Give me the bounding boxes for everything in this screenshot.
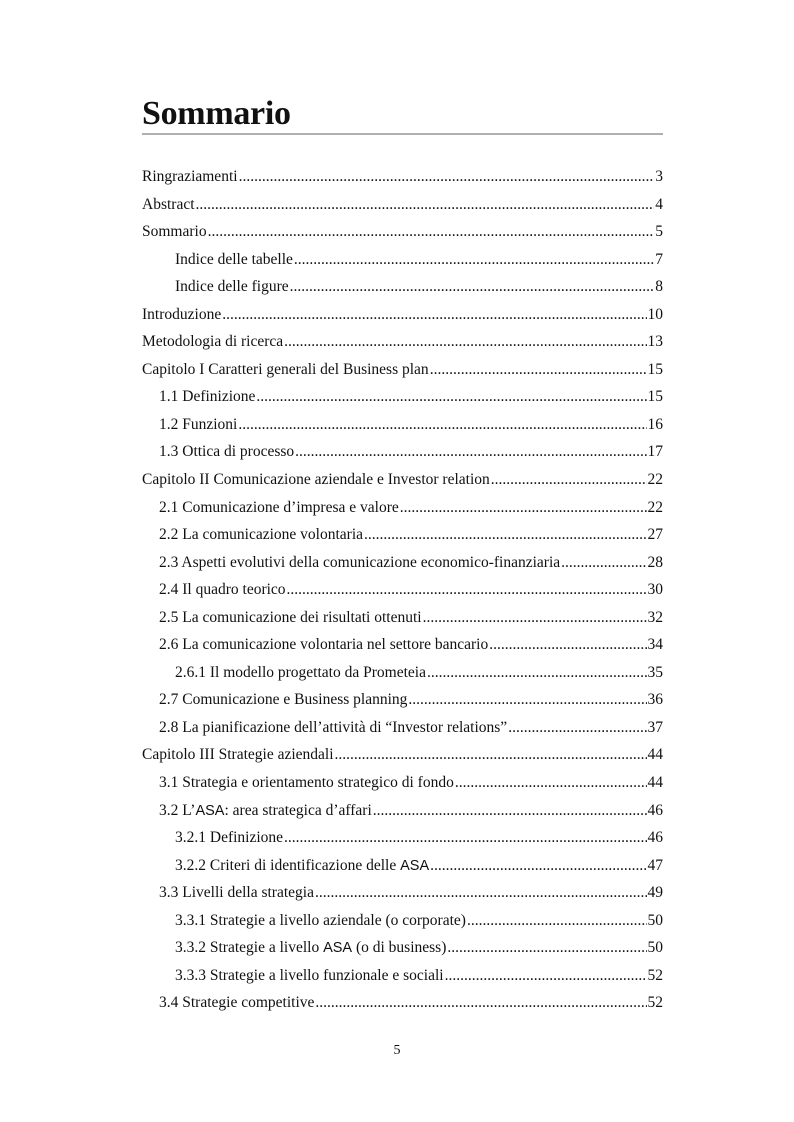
toc-entry-page: 4 <box>655 195 663 213</box>
toc-leader-dots <box>315 989 646 1017</box>
toc-entry[interactable] <box>142 411 663 439</box>
toc-entry-label: 1.3 Ottica di processo <box>159 443 295 461</box>
toc-leader-dots <box>239 163 655 191</box>
toc-entry[interactable] <box>142 962 663 990</box>
toc-entry-label: Introduzione <box>142 305 222 323</box>
toc-leader-dots <box>423 604 647 632</box>
toc-entry-page: 44 <box>647 774 663 792</box>
toc-leader-dots <box>455 769 647 797</box>
toc-entry-label: 3.3 Livelli della strategia <box>159 884 314 902</box>
toc-leader-dots <box>238 411 646 439</box>
toc-leader-dots <box>373 797 647 825</box>
toc-entry[interactable] <box>142 659 663 687</box>
toc-entry-label: 2.3 Aspetti evolutivi della comunicazione economico-finanziaria <box>159 553 561 571</box>
toc-leader-dots <box>295 438 646 466</box>
toc-entry-page: 15 <box>647 360 663 378</box>
toc-entry[interactable] <box>142 604 663 632</box>
title-divider <box>142 133 663 135</box>
toc-leader-dots <box>408 686 646 714</box>
toc-entry-label: Metodologia di ricerca <box>142 333 284 351</box>
toc-leader-dots <box>430 356 647 384</box>
toc-entry-label: Sommario <box>142 223 207 241</box>
toc-leader-dots <box>284 328 646 356</box>
toc-entry-page: 27 <box>647 526 663 544</box>
toc-entry-page: 32 <box>647 608 663 626</box>
toc-leader-dots <box>447 934 646 962</box>
toc-entry[interactable] <box>142 273 663 301</box>
toc-entry[interactable] <box>142 741 663 769</box>
toc-entry[interactable] <box>142 824 663 852</box>
toc-entry[interactable] <box>142 191 663 219</box>
toc-entry-label: Ringraziamenti <box>142 168 238 185</box>
toc-entry[interactable] <box>142 521 663 549</box>
toc-entry-label: 3.2.1 Definizione <box>175 829 284 847</box>
toc-leader-dots <box>315 879 647 907</box>
toc-entry[interactable] <box>142 852 663 880</box>
toc-entry[interactable] <box>142 549 663 577</box>
toc-entry-label: Abstract <box>142 195 195 213</box>
toc-entry-page: 50 <box>647 939 663 957</box>
toc-entry-label: 3.3.1 Strategie a livello aziendale (o corporate) <box>175 911 466 929</box>
toc-leader-dots <box>196 191 655 219</box>
toc-leader-dots <box>445 962 647 990</box>
toc-entry[interactable] <box>142 686 663 714</box>
toc-entry[interactable] <box>142 769 663 797</box>
toc-entry-label: 1.2 Funzioni <box>159 415 238 433</box>
table-of-contents <box>142 163 663 1017</box>
toc-leader-dots <box>364 521 646 549</box>
toc-entry[interactable] <box>142 356 663 384</box>
toc-entry-page: 13 <box>647 333 663 351</box>
toc-entry-page: 16 <box>647 415 663 433</box>
toc-entry-label: 3.3.3 Strategie a livello funzionale e sociali <box>175 966 444 984</box>
toc-entry-label: 2.1 Comunicazione d’impresa e valore <box>159 498 399 516</box>
toc-entry-page: 17 <box>647 443 663 461</box>
toc-entry-page: 37 <box>647 718 663 736</box>
page-number: 5 <box>393 1043 401 1058</box>
toc-leader-dots <box>290 273 655 301</box>
toc-entry-page: 52 <box>647 994 663 1012</box>
toc-leader-dots <box>467 907 647 935</box>
toc-entry-page: 46 <box>647 801 663 819</box>
toc-entry[interactable] <box>142 714 663 742</box>
toc-entry-label: 2.5 La comunicazione dei risultati ottenuti <box>159 608 422 626</box>
toc-entry-label: 3.2.2 Criteri di identificazione delle ASA <box>175 856 430 874</box>
toc-entry-page: 35 <box>647 663 663 681</box>
toc-leader-dots <box>427 659 647 687</box>
toc-entry-label: 3.1 Strategia e orientamento strategico di fondo <box>159 774 454 792</box>
toc-entry-label: Capitolo III Strategie aziendali <box>142 746 334 764</box>
toc-entry[interactable] <box>142 494 663 522</box>
toc-entry-page: 52 <box>647 966 663 984</box>
toc-entry-label: 2.7 Comunicazione e Business planning <box>159 691 408 709</box>
toc-entry-page: 44 <box>647 746 663 764</box>
toc-leader-dots <box>284 824 646 852</box>
toc-entry[interactable] <box>142 797 663 825</box>
toc-entry[interactable] <box>142 934 663 962</box>
toc-entry-label: Indice delle figure <box>175 278 289 296</box>
toc-leader-dots <box>287 576 647 604</box>
toc-entry-label: 3.2 L’ASA: area strategica d’affari <box>159 801 372 819</box>
toc-entry[interactable] <box>142 383 663 411</box>
toc-entry-page: 7 <box>655 250 663 268</box>
toc-leader-dots <box>430 852 646 880</box>
toc-entry[interactable] <box>142 466 663 494</box>
page-title: Sommario <box>142 95 291 132</box>
toc-entry[interactable] <box>142 163 663 191</box>
toc-entry-page: 15 <box>647 388 663 406</box>
toc-entry-page: 49 <box>647 884 663 902</box>
toc-entry-label: 2.8 La pianificazione dell’attività di “Investor relations” <box>159 718 508 736</box>
toc-entry-label: 2.2 La comunicazione volontaria <box>159 526 364 544</box>
toc-leader-dots <box>335 741 647 769</box>
toc-entry-label: Capitolo I Caratteri generali del Business plan <box>142 360 429 378</box>
toc-entry-page: 34 <box>647 636 663 654</box>
toc-entry[interactable] <box>142 907 663 935</box>
toc-entry-label: 1.1 Definizione <box>159 388 256 406</box>
toc-entry[interactable] <box>142 328 663 356</box>
toc-leader-dots <box>256 383 646 411</box>
toc-entry-page: 47 <box>647 856 663 874</box>
toc-entry-page: 10 <box>647 305 663 323</box>
toc-entry-page: 36 <box>647 691 663 709</box>
toc-entry-page: 46 <box>647 829 663 847</box>
toc-entry-page: 30 <box>647 581 663 599</box>
toc-entry[interactable] <box>142 576 663 604</box>
toc-leader-dots <box>491 466 647 494</box>
toc-entry-page: 50 <box>647 911 663 929</box>
toc-entry[interactable] <box>142 438 663 466</box>
toc-entry-page: 22 <box>647 498 663 516</box>
toc-entry-label: 2.4 Il quadro teorico <box>159 581 286 599</box>
toc-entry-label: 3.3.2 Strategie a livello ASA (o di business) <box>175 939 447 957</box>
toc-entry-page: 28 <box>647 553 663 571</box>
toc-entry[interactable] <box>142 218 663 246</box>
toc-entry-label: 2.6 La comunicazione volontaria nel settore bancario <box>159 636 489 654</box>
toc-entry-page: 5 <box>655 223 663 241</box>
toc-leader-dots <box>400 494 647 522</box>
toc-entry[interactable] <box>142 246 663 274</box>
toc-entry-label: Capitolo II Comunicazione aziendale e Investor relation <box>142 471 490 489</box>
toc-leader-dots <box>561 549 646 577</box>
toc-entry-page: 8 <box>655 278 663 296</box>
toc-entry-page: 3 <box>655 168 663 185</box>
toc-leader-dots <box>489 631 646 659</box>
toc-entry-label: Indice delle tabelle <box>175 250 293 268</box>
toc-leader-dots <box>222 301 646 329</box>
toc-entry[interactable] <box>142 879 663 907</box>
toc-entry[interactable] <box>142 989 663 1017</box>
toc-entry-label: 3.4 Strategie competitive <box>159 994 315 1012</box>
toc-entry-label: 2.6.1 Il modello progettato da Prometeia <box>175 663 426 681</box>
toc-entry-page: 22 <box>647 471 663 489</box>
toc-leader-dots <box>294 246 654 274</box>
toc-entry[interactable] <box>142 301 663 329</box>
toc-leader-dots <box>508 714 646 742</box>
toc-entry[interactable] <box>142 631 663 659</box>
toc-leader-dots <box>208 218 655 246</box>
